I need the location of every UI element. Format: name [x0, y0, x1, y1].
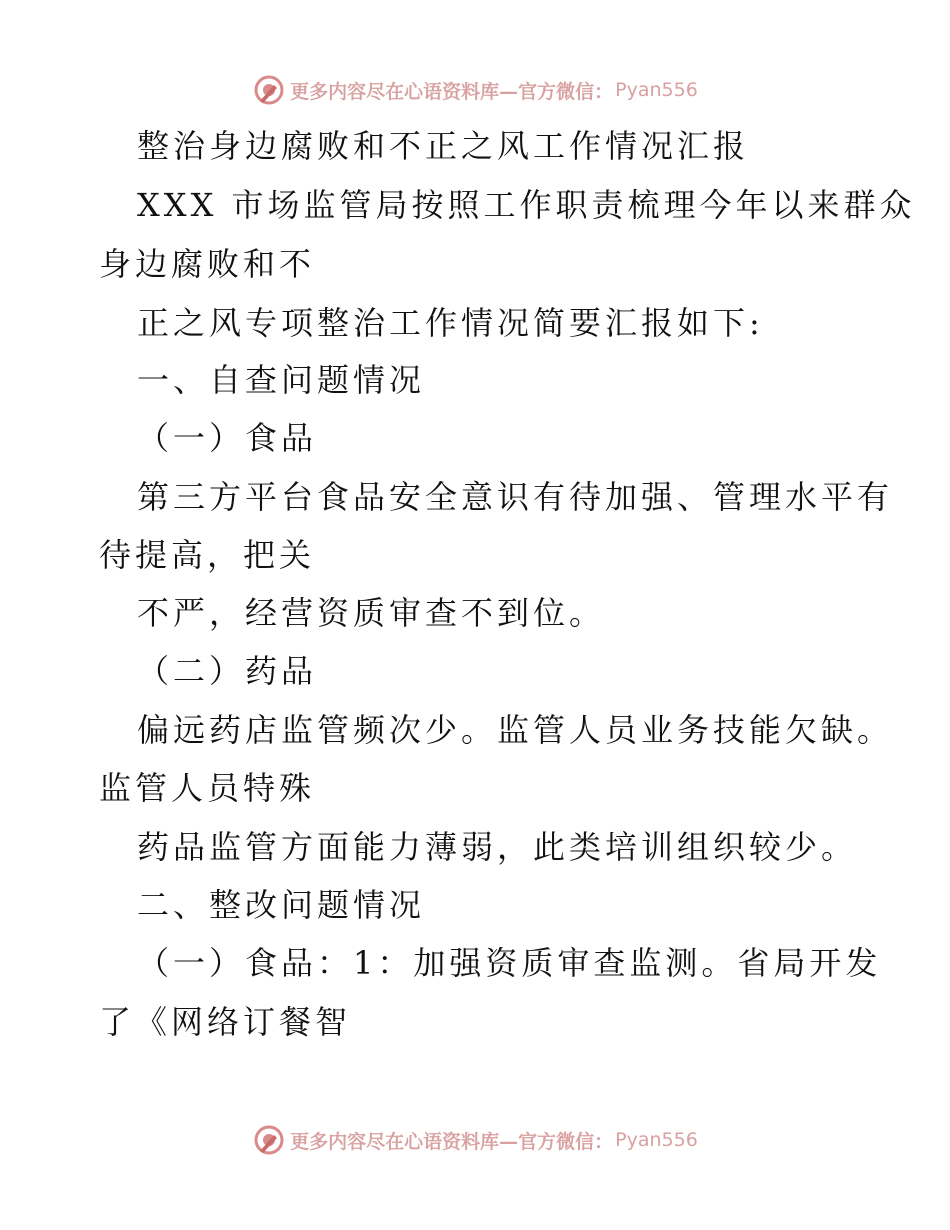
paragraph-line: 身边腐败和不	[99, 245, 316, 283]
paragraph-line: 不严，经营资质审查不到位。	[137, 594, 606, 632]
paragraph-line: 第三方平台食品安全意识有待加强、管理水平有	[137, 478, 894, 516]
paragraph-line: 待提高，把关	[99, 536, 316, 574]
paragraph-line: 偏远药店监管频次少。监管人员业务技能欠缺。	[137, 711, 894, 749]
paragraph-line: 了《网络订餐智	[99, 1003, 352, 1041]
watermark-wechat-id: Pyan556	[615, 1129, 698, 1151]
paragraph-line: XXX 市场监管局按照工作职责梳理今年以来群众	[137, 186, 916, 224]
header-watermark	[0, 70, 950, 110]
watermark-text: 更多内容尽在心语资料库—官方微信：	[290, 1130, 614, 1153]
watermark-wechat-id: Pyan556	[615, 79, 698, 101]
subsection-heading: （一）食品	[137, 419, 318, 457]
document-title: 整治身边腐败和不正之风工作情况汇报	[137, 127, 750, 165]
paragraph-line: 药品监管方面能力薄弱，此类培训组织较少。	[137, 828, 858, 866]
section-heading: 一、自查问题情况	[137, 361, 426, 399]
pen-logo-icon	[252, 1123, 286, 1157]
pen-logo-icon	[252, 73, 286, 107]
paragraph-line: 监管人员特殊	[99, 769, 316, 807]
watermark-text: 更多内容尽在心语资料库—官方微信：	[290, 80, 614, 103]
paragraph-line: （一）食品：1：加强资质审查监测。省局开发	[137, 944, 882, 982]
section-heading: 二、整改问题情况	[137, 886, 426, 924]
paragraph-line: 正之风专项整治工作情况简要汇报如下:	[137, 304, 764, 342]
subsection-heading: （二）药品	[137, 652, 318, 690]
footer-watermark	[0, 1120, 950, 1160]
